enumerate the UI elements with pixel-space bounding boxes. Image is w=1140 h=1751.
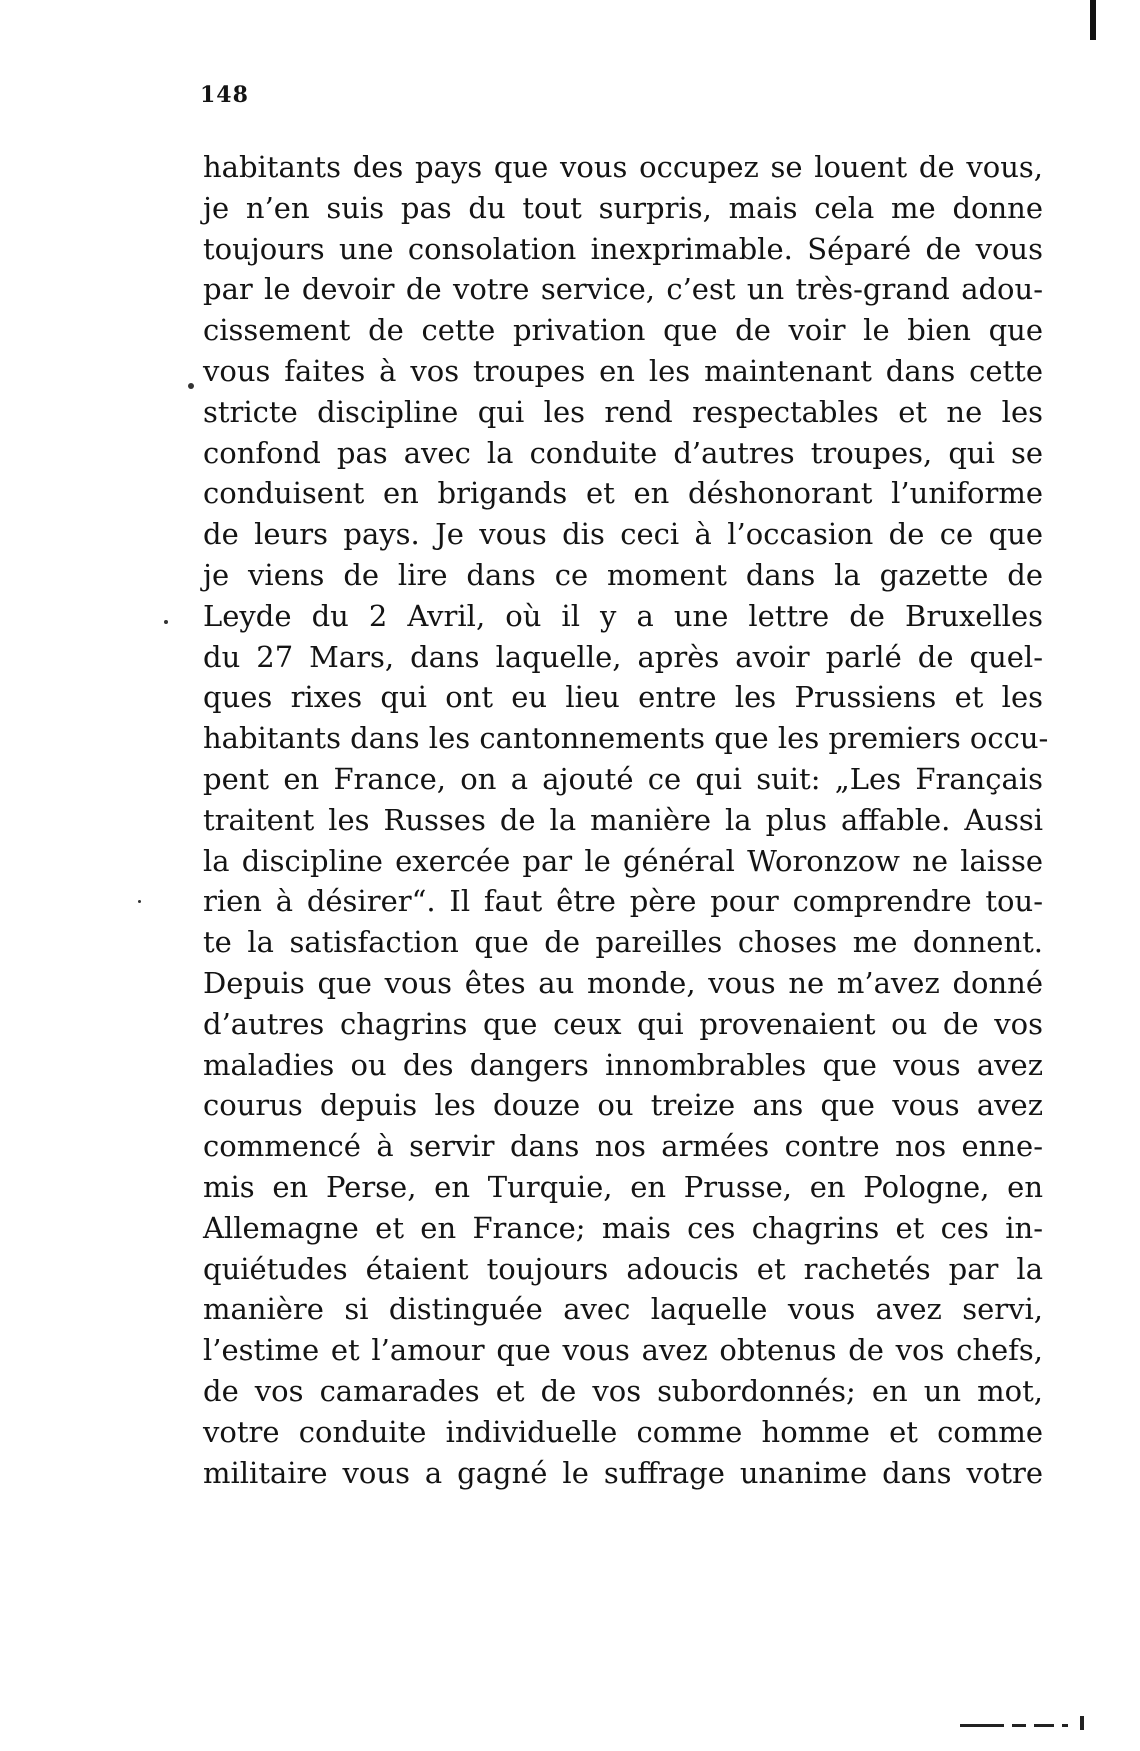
text-line: mis en Perse, en Turquie, en Prusse, en Pologne, en: [203, 1169, 1043, 1204]
text-line: de vos camarades et de vos subordonnés; en un mot,: [203, 1373, 1043, 1408]
text-line: l’estime et l’amour que vous avez obtenus de vos chefs,: [203, 1333, 1043, 1368]
scan-bottom-marks: [960, 1724, 1100, 1730]
text-line: stricte discipline qui les rend respectables et ne les: [203, 394, 1043, 429]
text-line: quiétudes étaient toujours adoucis et rachetés par la: [203, 1251, 1043, 1286]
text-line: d’autres chagrins que ceux qui provenaient ou de vos: [203, 1006, 1043, 1041]
text-line: toujours une consolation inexprimable. Séparé de vous: [203, 231, 1043, 266]
text-line: pent en France, on a ajouté ce qui suit: „Les Français: [203, 761, 1043, 796]
text-line: cissement de cette privation que de voir le bien que: [203, 313, 1043, 348]
text-line: je viens de lire dans ce moment dans la gazette de: [203, 557, 1043, 592]
scan-speck: [138, 900, 141, 903]
text-line: commencé à servir dans nos armées contre nos enne-: [203, 1129, 1043, 1164]
text-line: rien à désirer“. Il faut être père pour comprendre tou-: [203, 884, 1043, 919]
text-line: courus depuis les douze ou treize ans que vous avez: [203, 1088, 1043, 1123]
text-line: maladies ou des dangers innombrables que vous avez: [203, 1047, 1043, 1082]
text-line: manière si distinguée avec laquelle vous avez servi,: [203, 1292, 1043, 1327]
text-line: habitants dans les cantonnements que les premiers occu-: [203, 721, 1049, 756]
text-line: ques rixes qui ont eu lieu entre les Prussiens et les: [203, 680, 1043, 715]
text-line: par le devoir de votre service, c’est un très-grand adou-: [203, 272, 1043, 307]
text-line: votre conduite individuelle comme homme et comme: [203, 1414, 1043, 1449]
text-line: confond pas avec la conduite d’autres troupes, qui se: [203, 435, 1043, 470]
text-line: te la satisfaction que de pareilles choses me donnent.: [203, 925, 1043, 960]
text-line: Depuis que vous êtes au monde, vous ne m’avez donné: [203, 965, 1043, 1000]
text-line: conduisent en brigands et en déshonorant l’uniforme: [203, 476, 1043, 511]
page-number: 148: [200, 82, 249, 108]
text-line: je n’en suis pas du tout surpris, mais cela me donne: [203, 190, 1043, 225]
scan-edge-mark: [1090, 0, 1096, 40]
text-line: du 27 Mars, dans laquelle, après avoir parlé de quel-: [203, 639, 1043, 674]
text-line: la discipline exercée par le général Woronzow ne laisse: [203, 843, 1043, 878]
text-line: traitent les Russes de la manière la plus affable. Aussi: [203, 802, 1043, 837]
scan-speck: [164, 620, 168, 624]
text-line: Leyde du 2 Avril, où il y a une lettre de Bruxelles: [203, 598, 1043, 633]
body-text: [203, 147, 1049, 1493]
scan-speck: [188, 383, 194, 389]
text-line: habitants des pays que vous occupez se louent de vous,: [203, 150, 1043, 184]
text-line: Allemagne et en France; mais ces chagrins et ces in-: [203, 1210, 1043, 1245]
text-line: de leurs pays. Je vous dis ceci à l’occasion de ce que: [203, 517, 1043, 552]
text-line: militaire vous a gagné le suffrage unanime dans votre: [203, 1455, 1043, 1490]
text-line: vous faites à vos troupes en les maintenant dans cette: [203, 353, 1043, 388]
